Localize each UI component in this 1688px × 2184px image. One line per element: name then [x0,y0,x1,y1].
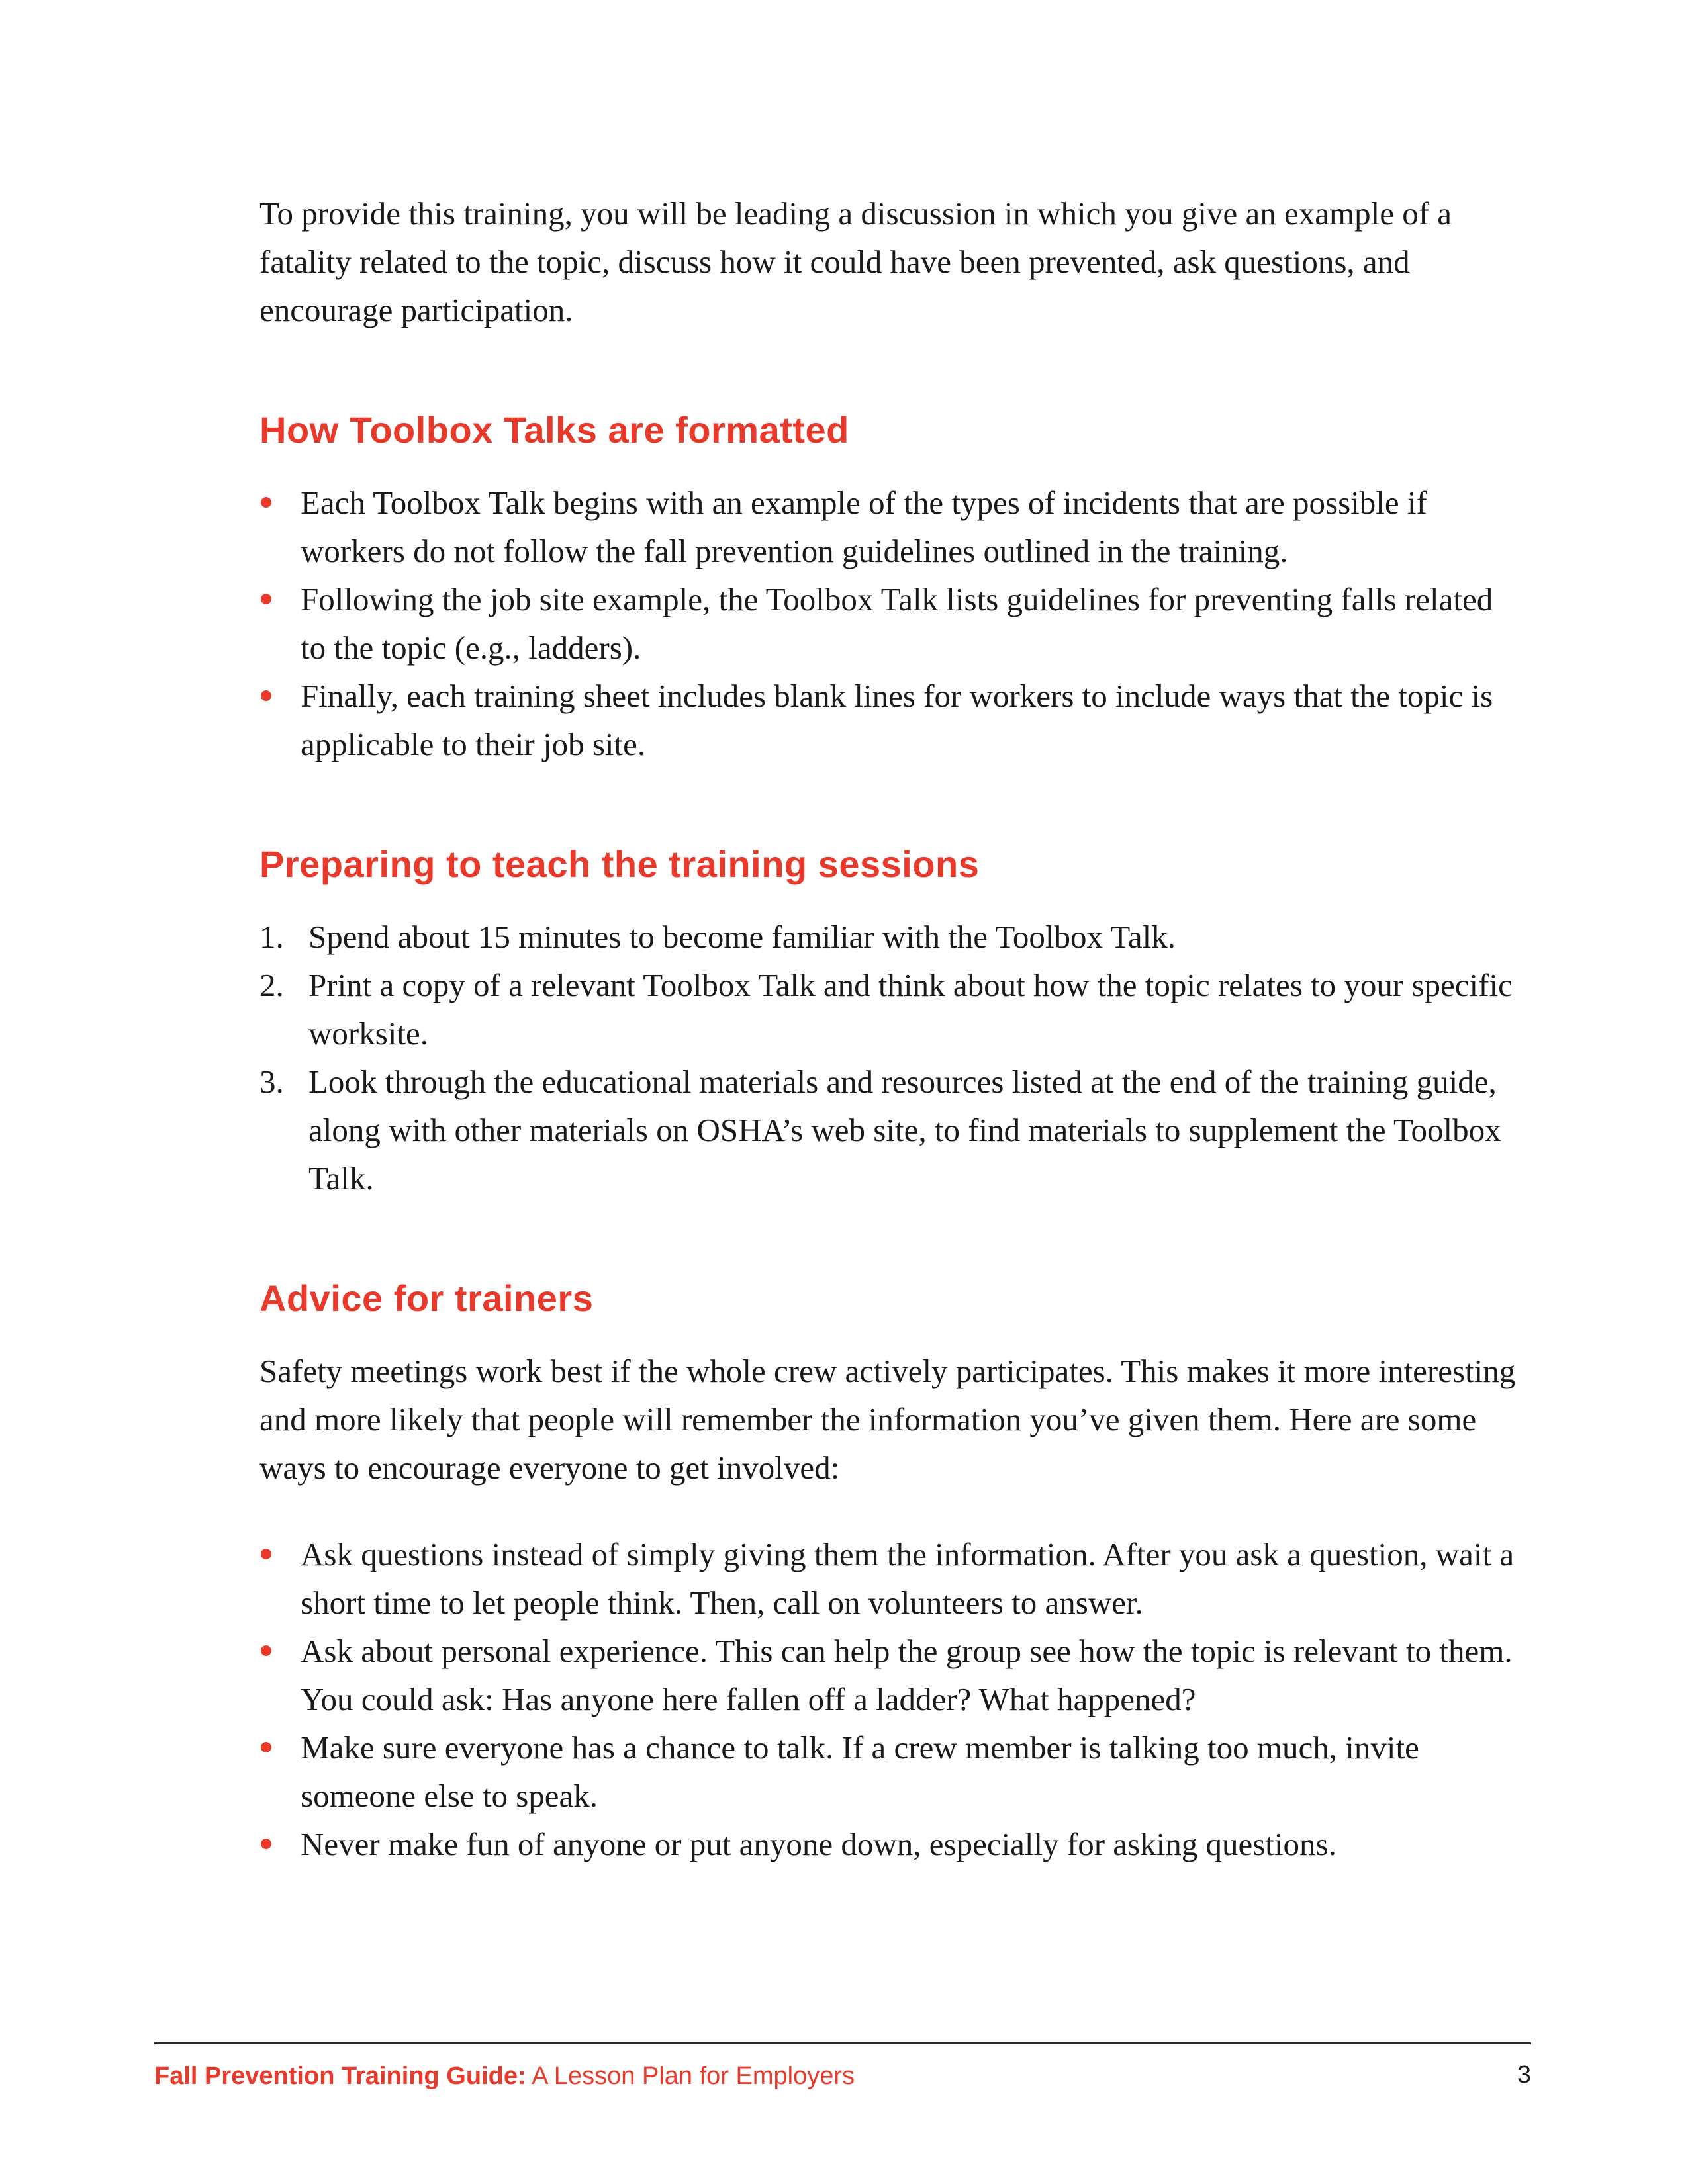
advice-bullet-list [259,1530,1517,1868]
step-number: 3. [259,1064,284,1100]
preparing-numbered-list [259,913,1517,1203]
intro-paragraph: To provide this training, you will be leading a discussion in which you give an example of a fatality related to the topic, discuss how it could have been prevented, ask questions, and encourage participation. [259,195,1452,328]
step-number: 2. [259,967,284,1003]
list-item [259,575,1517,672]
list-item [259,961,1517,1058]
list-item [259,1820,1517,1868]
list-item-text: Print a copy of a relevant Toolbox Talk and think about how the topic relates to your specific worksite. [308,967,1513,1052]
footer-title-bold: Fall Prevention Training Guide: [154,2062,526,2090]
list-item [259,1627,1517,1723]
page-content [259,189,1517,1868]
list-item [259,1530,1517,1627]
list-item [259,1723,1517,1820]
list-item-text: Spend about 15 minutes to become familiar with the Toolbox Talk. [308,919,1176,955]
footer-title [154,2060,855,2093]
footer-title-subtitle: A Lesson Plan for Employers [526,2062,855,2090]
advice-intro-paragraph: Safety meetings work best if the whole crew actively participates. This makes it more interesting and more likely that people will remember the information you’ve given them. Here are some ways to encourage everyone to get involved: [259,1353,1516,1486]
list-item-text: Each Toolbox Talk begins with an example of the types of incidents that are possible if workers do not follow the fall prevention guidelines outlined in the training. [301,484,1427,569]
list-item-text: Ask questions instead of simply giving them the information. After you ask a question, wait a short time to let people think. Then, call on volunteers to answer. [301,1536,1515,1621]
list-item-text: Never make fun of anyone or put anyone down, especially for asking questions. [301,1826,1336,1862]
bullet-icon [261,497,271,508]
footer-divider [154,2042,1531,2044]
list-item [259,1058,1517,1203]
list-item-text: Finally, each training sheet includes blank lines for workers to include ways that the topic is applicable to their job site. [301,678,1493,762]
list-item-text: Ask about personal experience. This can help the group see how the topic is relevant to them. You could ask: Has anyone here fallen off a ladder? What happened? [301,1633,1513,1717]
list-item [259,913,1517,961]
heading-preparing: Preparing to teach the training sessions [259,843,980,885]
bullet-icon [261,1549,271,1559]
bullet-icon [261,690,271,701]
list-item [259,478,1517,575]
list-item-text: Following the job site example, the Toolbox Talk lists guidelines for preventing falls related to the topic (e.g., ladders). [301,581,1493,666]
page-number: 3 [1517,2061,1531,2089]
bullet-icon [261,1742,271,1752]
heading-toolbox-format: How Toolbox Talks are formatted [259,409,849,451]
bullet-icon [261,1839,271,1849]
step-number: 1. [259,919,284,955]
bullet-icon [261,1645,271,1656]
heading-advice: Advice for trainers [259,1277,594,1319]
list-item-text: Make sure everyone has a chance to talk. If a crew member is talking too much, invite someone else to speak. [301,1729,1419,1814]
format-bullet-list [259,478,1517,768]
list-item [259,672,1517,768]
list-item-text: Look through the educational materials and resources listed at the end of the training guide, along with other materials on OSHA’s web site, to find materials to supplement the Toolbox Talk. [308,1064,1501,1197]
bullet-icon [261,594,271,604]
